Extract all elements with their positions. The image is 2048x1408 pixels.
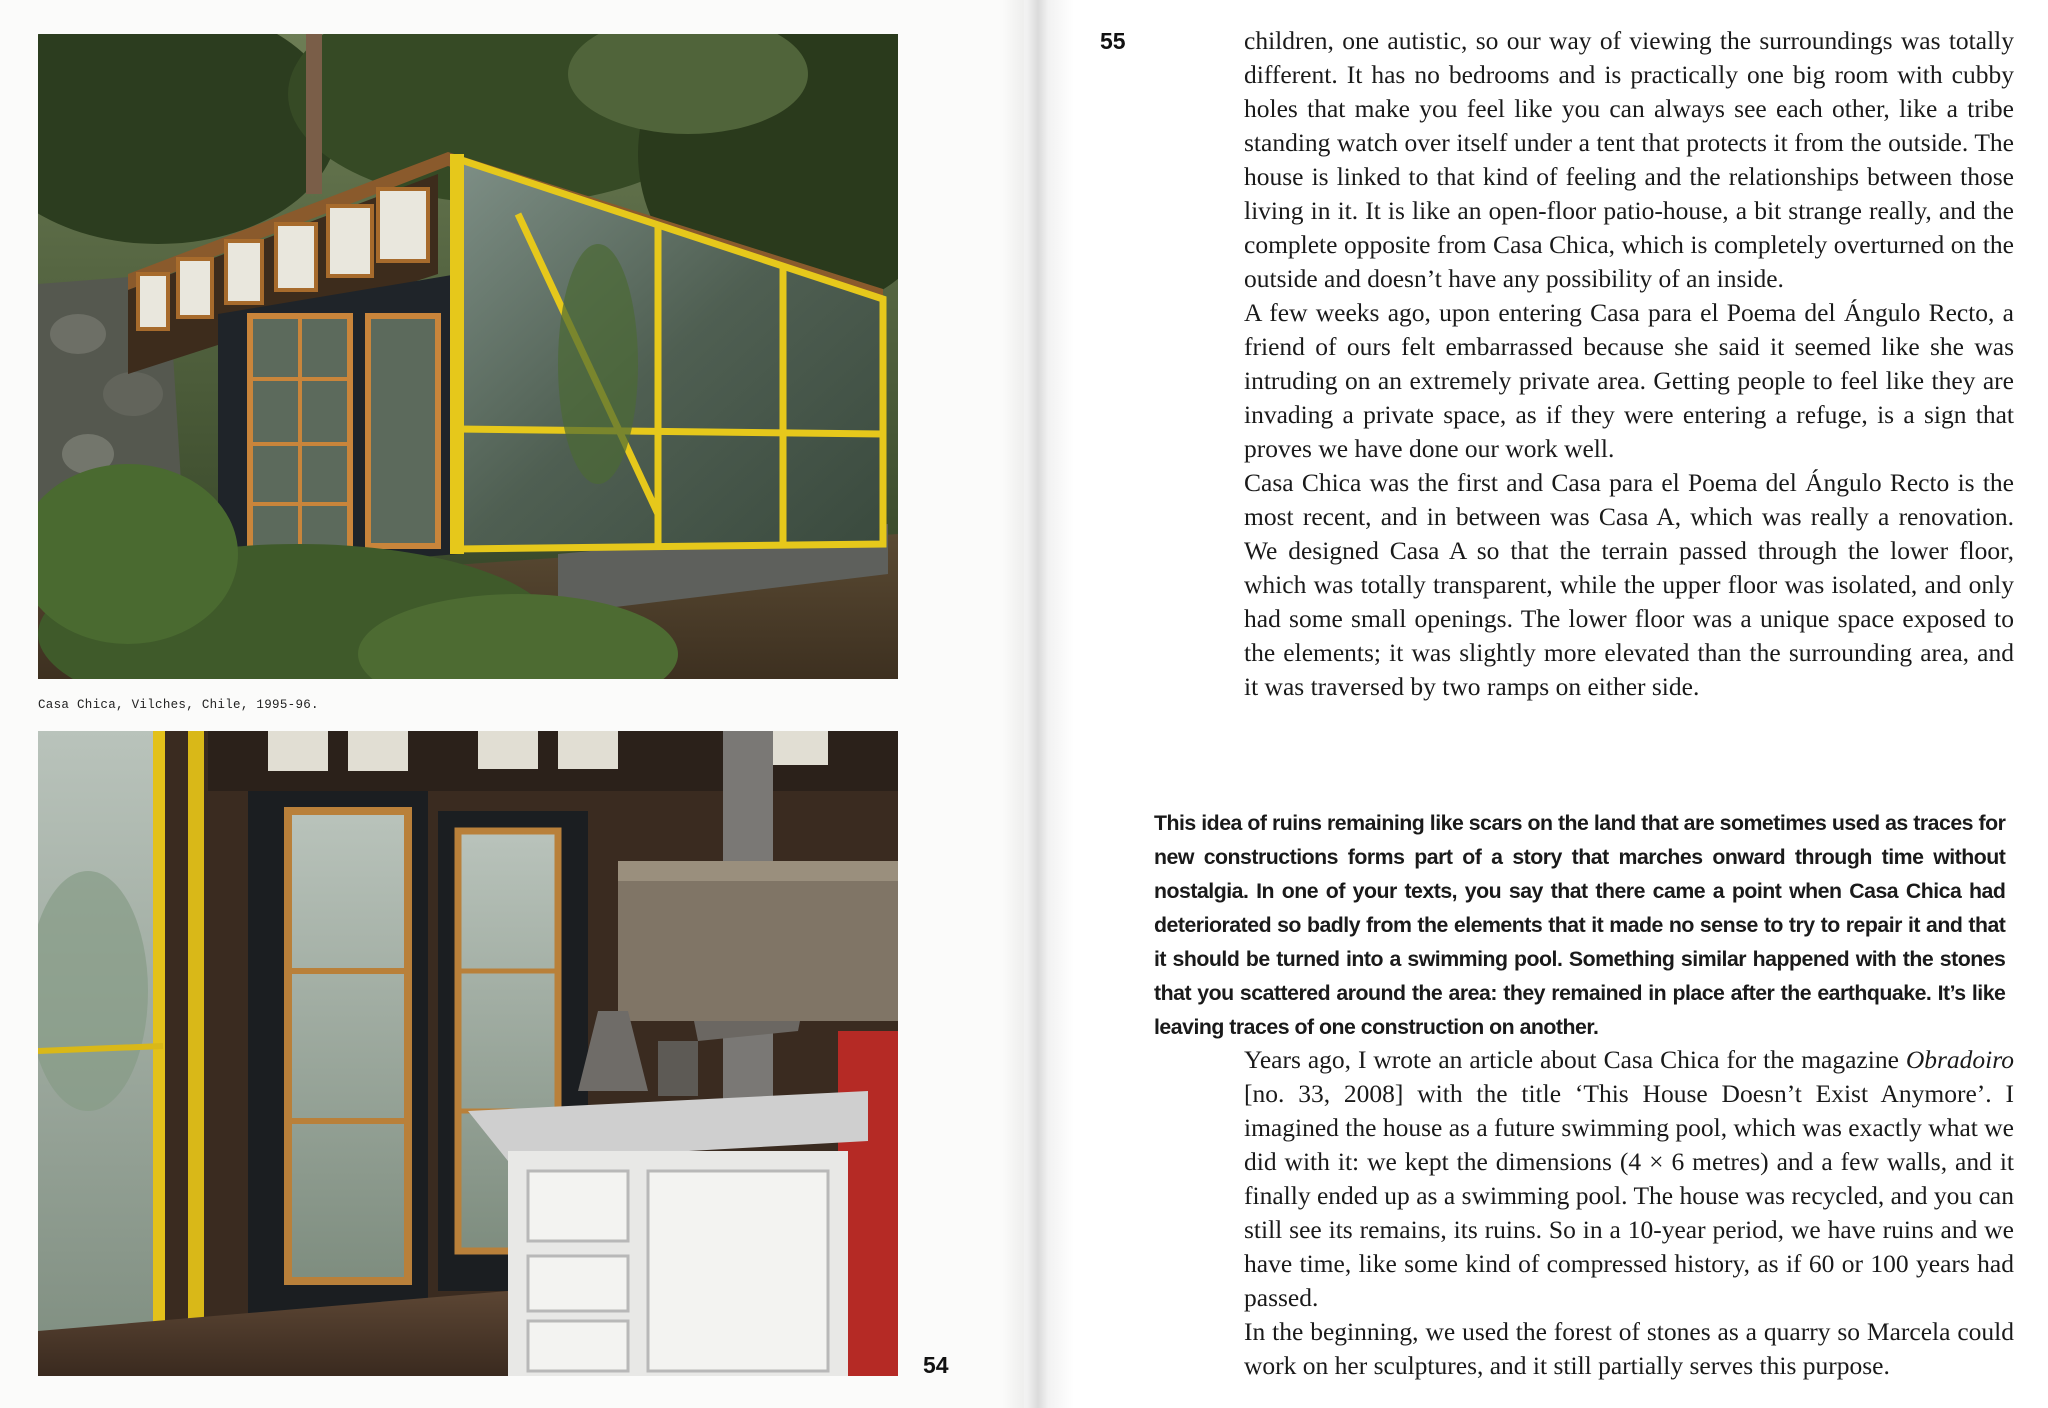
- paragraph: Casa Chica was the first and Casa para el Poema del Ángulo Recto is the most recent, and in between was Casa A, which was really a renovation. We designed Casa A so that the terrain passed through the lower floor, which was totally transparent, while the upper floor was isolated, and only had some small openings. The lower floor was a unique space exposed to the elements; it was slightly more elevated than the surrounding area, and it was traversed by two ramps on either side.: [1244, 468, 2014, 701]
- right-page-number: 55: [1100, 28, 1126, 54]
- paragraph: children, one autistic, so our way of viewing the surroundings was totally different. It has no bedrooms and is practically one big room with cubby holes that make you feel like you can always see each other, like a tribe standing watch over itself under a tent that protects it from the outside. The house is linked to that kind of feeling and the relationships between those living in it. It is like an open-floor patio-house, a bit strange really, and the complete opposite from Casa Chica, which is completely overturned on the outside and doesn’t have any possibility of an inside.: [1244, 26, 2014, 293]
- magazine-title: Obradoiro: [1905, 1045, 2014, 1074]
- interview-question: This idea of ruins remaining like scars on the land that are sometimes used as traces for new constructions forms part of a story that marches onward through time without nostalgia. In one of your texts, you say that there came a point when Casa Chica had deteriorated so badly from the elements that it made no sense to try to repair it and that it should be turned into a swimming pool. Something similar happened with the stones that you scattered around the area: they remained in place after the earthquake. It’s like leaving traces of one construction on another.: [1154, 811, 2006, 1039]
- paragraph: [1244, 1043, 2014, 1315]
- answer-text: [no. 33, 2008] with the title ‘This House Doesn’t Exist Anymore’. I imagined the house as a future swimming pool, which was exactly what we did with it: we kept the dimensions (4 × 6 metres) and a few walls, and it finally ended up as a swimming pool. The house was recycled, and you can still see its remains, its ruins. So in a 10-year period, we have ruins and we have time, like some kind of compressed history, as if 60 or 100 years had passed.: [1244, 1079, 2014, 1312]
- body-text-top: [1244, 24, 2014, 704]
- exterior-house-photo: [38, 34, 898, 679]
- paragraph: In the beginning, we used the forest of stones as a quarry so Marcela could work on her sculptures, and it still partially serves this purpose.: [1244, 1317, 2014, 1380]
- answer-text: Years ago, I wrote an article about Casa Chica for the magazine: [1244, 1045, 1906, 1074]
- left-page-number: 54: [923, 1352, 949, 1378]
- body-text-bottom: [1244, 1043, 2014, 1383]
- paragraph: A few weeks ago, upon entering Casa para el Poema del Ángulo Recto, a friend of ours felt embarrassed because she said it seemed like she was intruding on an extremely private area. Getting people to feel like they are invading a private space, as if they were entering a refuge, is a sign that proves we have done our work well.: [1244, 298, 2014, 463]
- book-gutter: [1002, 0, 1074, 1408]
- photo-caption: Casa Chica, Vilches, Chile, 1995-96.: [38, 698, 319, 712]
- interior-stove-photo: [38, 731, 898, 1376]
